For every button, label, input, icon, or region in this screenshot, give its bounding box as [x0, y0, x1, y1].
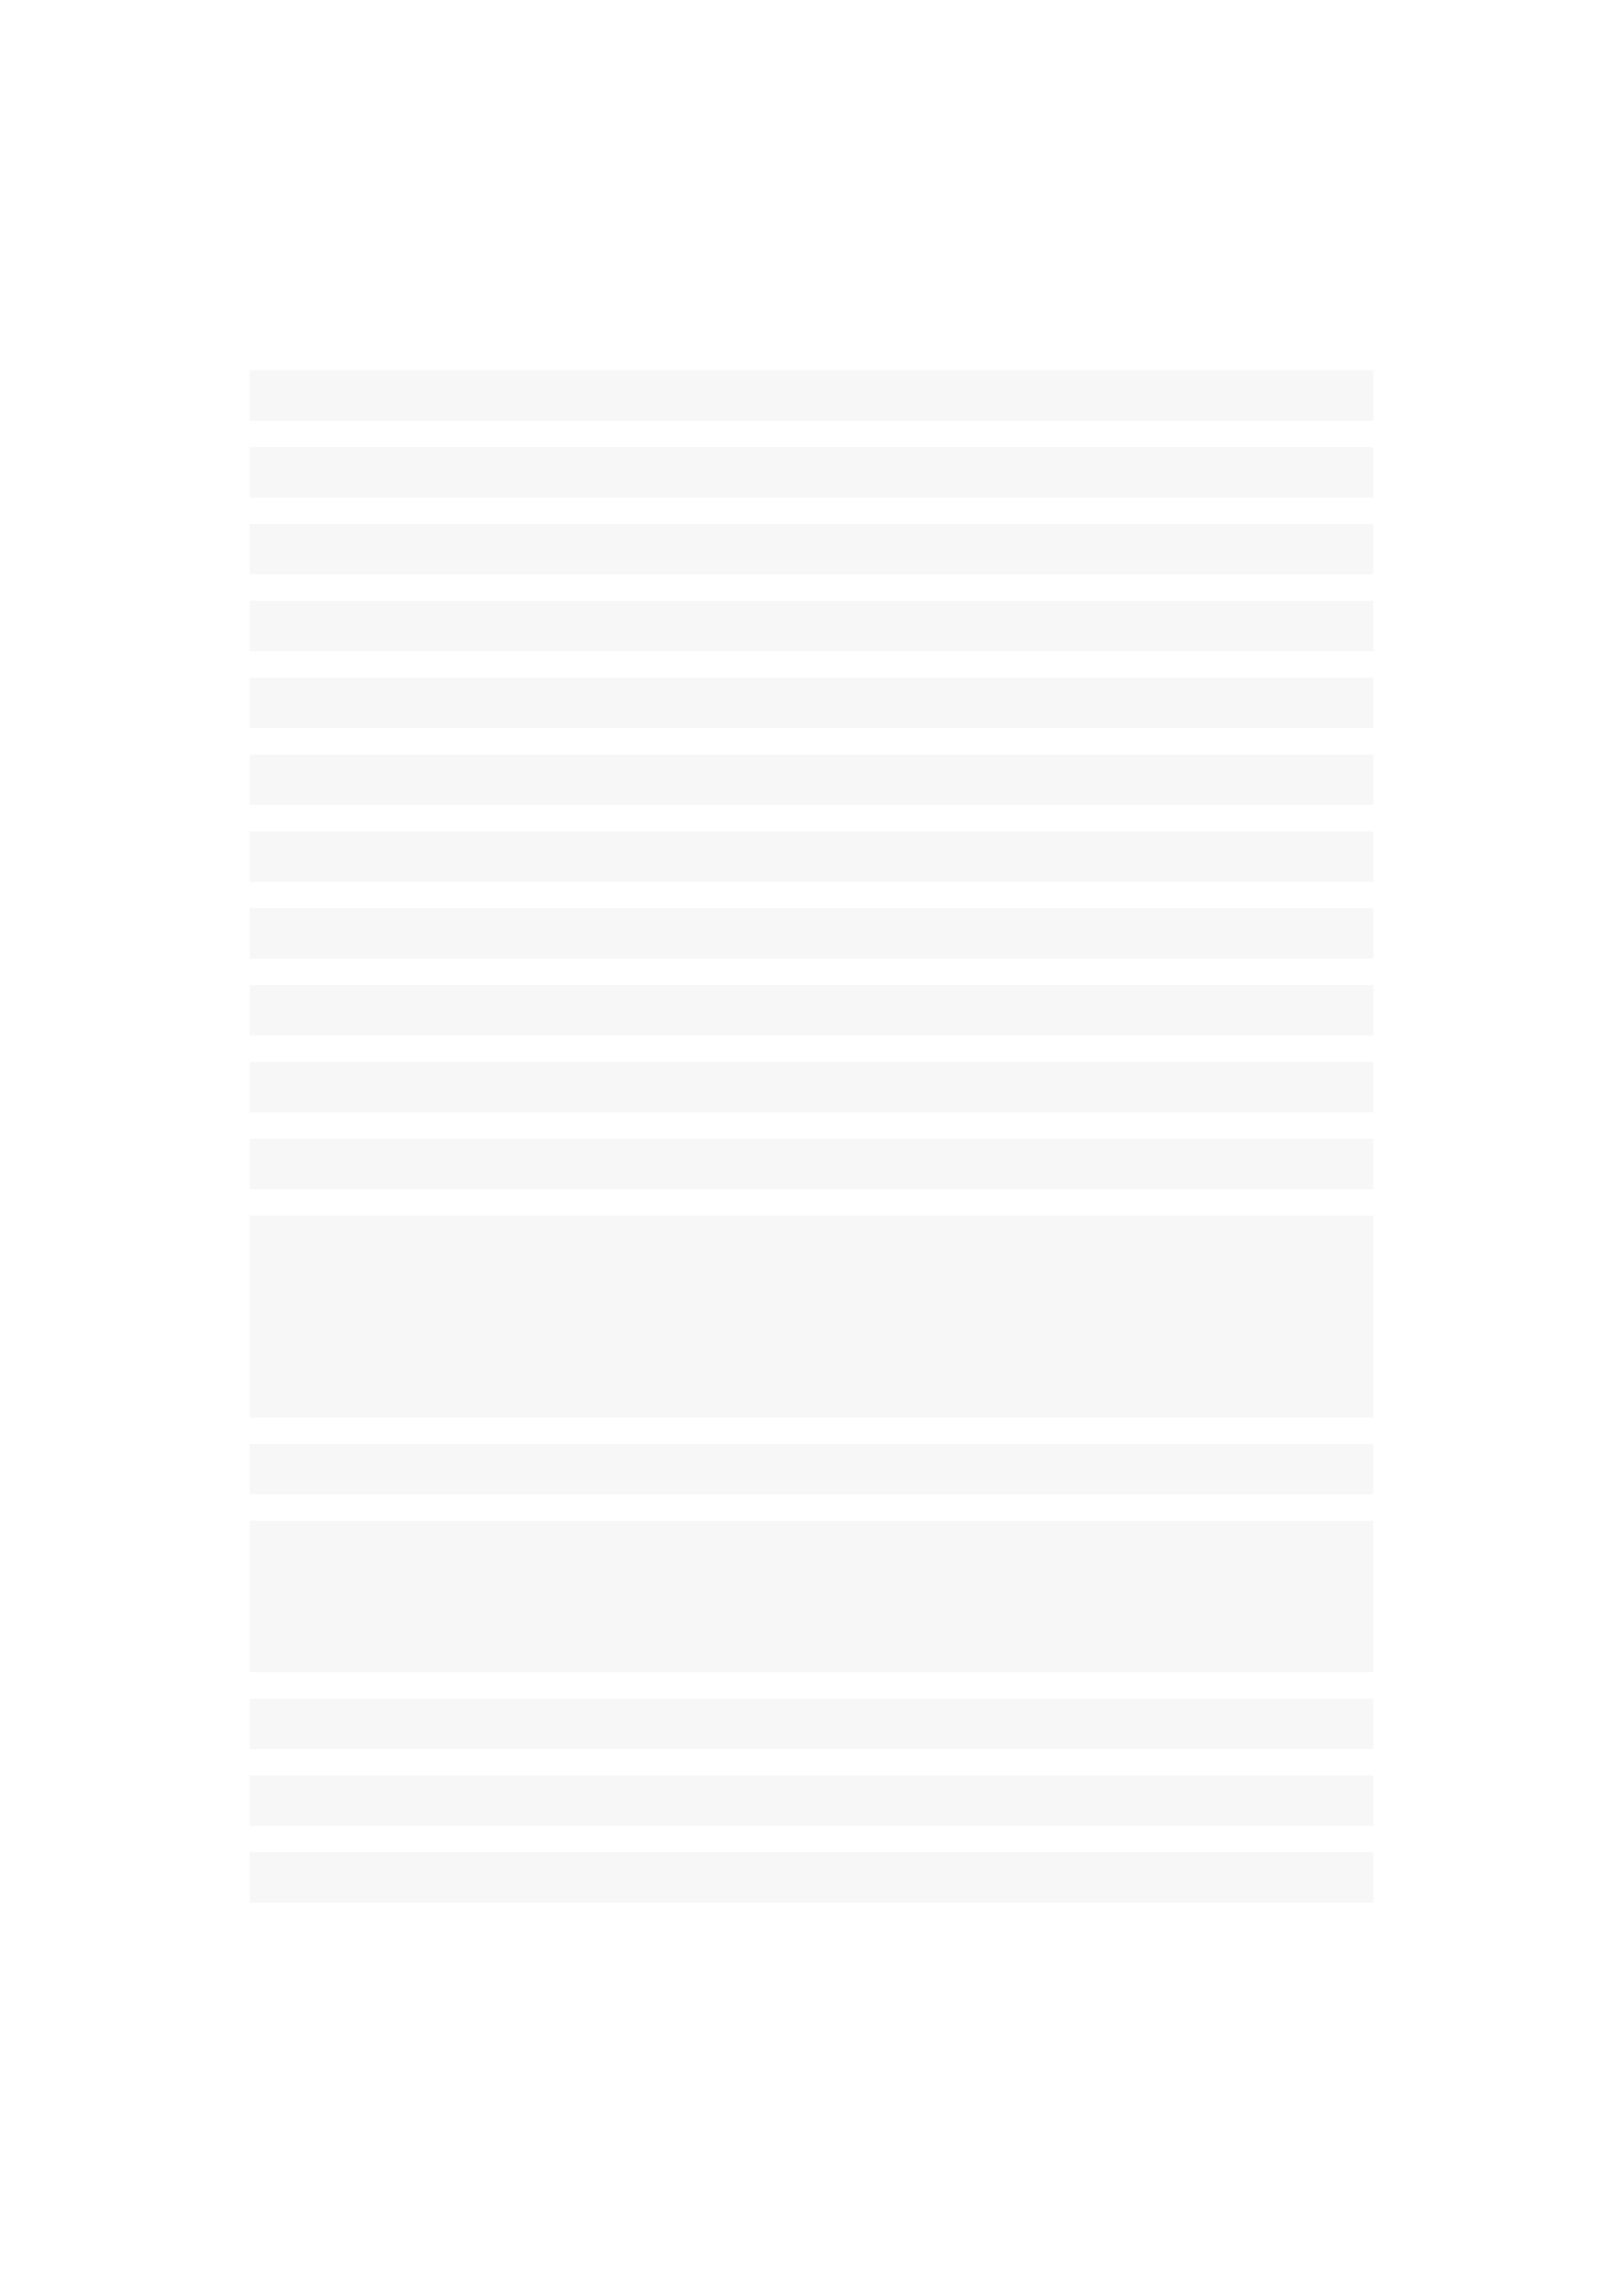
text-line [250, 447, 1373, 498]
paragraph-block [250, 1852, 1373, 1903]
text-line [250, 1062, 1373, 1112]
text-line [250, 524, 1373, 574]
text-line [250, 754, 1373, 805]
text-line [250, 370, 1373, 421]
text-line [250, 1444, 1373, 1494]
document-body [250, 370, 1373, 1929]
text-line [250, 831, 1373, 882]
text-line [250, 985, 1373, 1036]
text-line [250, 1775, 1373, 1826]
paragraph-block [250, 1521, 1373, 1672]
text-line [250, 1139, 1373, 1189]
text-line [250, 678, 1373, 728]
text-line [250, 908, 1373, 959]
text-line [250, 1699, 1373, 1749]
paragraph-block [250, 1216, 1373, 1418]
text-line [250, 601, 1373, 651]
